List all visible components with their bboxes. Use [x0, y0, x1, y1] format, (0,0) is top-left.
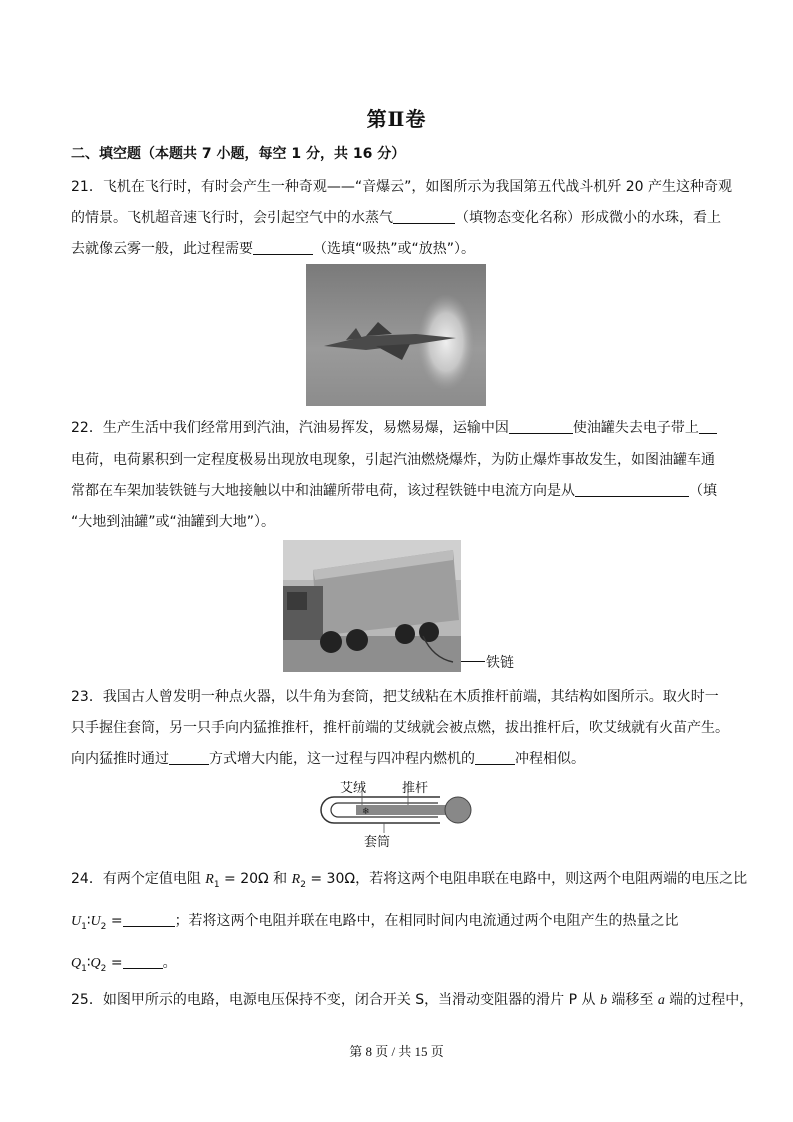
- jet-sonic-boom-image: [306, 264, 486, 406]
- q21-line-1: 21．飞机在飞行时，有时会产生一种奇观——“音爆云”，如图所示为我国第五代战斗机歼 20 产生这种奇观: [71, 179, 733, 195]
- answer-blank[interactable]: [123, 912, 175, 927]
- oil-tanker-truck-image: [283, 540, 461, 672]
- svg-text:❄: ❄: [362, 807, 370, 817]
- q21-line-2: 的情景。飞机超音速飞行时，会引起空气中的水蒸气 （填物态变化名称）形成微小的水珠，看上: [71, 210, 721, 226]
- answer-blank[interactable]: [393, 209, 455, 224]
- answer-blank[interactable]: [123, 954, 163, 969]
- q24-line-3: $Q_1∶Q_2$ = 。: [71, 955, 177, 974]
- answer-blank[interactable]: [475, 750, 515, 765]
- q22-line-2: 电荷，电荷累积到一定程度极易出现放电现象，引起汽油燃烧爆炸，为防止爆炸事故发生，如图油罐车通: [71, 452, 715, 468]
- q22-line-4: “大地到油罐”或“油罐到大地”）。: [71, 514, 276, 530]
- answer-blank[interactable]: [575, 482, 689, 497]
- answer-blank[interactable]: [169, 750, 209, 765]
- q23-line-3: 向内猛推时通过 方式增大内能，这一过程与四冲程内燃机的 冲程相似。: [71, 751, 585, 767]
- chain-label: 铁链: [486, 655, 514, 671]
- label-airong: 艾绒: [340, 781, 367, 796]
- q25-line-1: 25．如图甲所示的电路，电源电压保持不变，闭合开关 S，当滑动变阻器的滑片 P 从 b 端移至 a 端的过程中，: [71, 992, 754, 1008]
- label-tuigan: 推杆: [402, 781, 429, 796]
- q24-line-2: $U_1∶U_2$ = ；若将这两个电阻并联在电路中，在相同时间内电流通过两个电阻产生的热量之比: [71, 913, 679, 932]
- fire-piston-diagram: [318, 775, 478, 850]
- answer-blank[interactable]: [509, 419, 573, 434]
- q22-line-3: 常都在车架加装铁链与大地接触以中和油罐所带电荷，该过程铁链中电流方向是从 （填: [71, 483, 717, 499]
- section-heading: 二、填空题（本题共 7 小题，每空 1 分，共 16 分）: [71, 146, 406, 162]
- q23-line-2: 只手握住套筒，另一只手向内猛推推杆，推杆前端的艾绒就会被点燃，拔出推杆后，吹艾绒就有火苗产生。: [71, 720, 729, 736]
- q21-line-3: 去就像云雾一般，此过程需要 （选填“吸热”或“放热”）。: [71, 241, 476, 257]
- chain-pointer-line: [461, 661, 485, 662]
- answer-blank[interactable]: [253, 240, 313, 255]
- q24-line-1: 24．有两个定值电阻 $R_1 = 20\Omega$ 和 $R_2 = 30\Omega$，若将这两个电阻串联在电路中，则这两个电阻两端的电压之比: [71, 871, 748, 890]
- page-footer: 第 8 页 / 共 15 页: [349, 1044, 444, 1059]
- q23-line-1: 23．我国古人曾发明一种点火器，以牛角为套筒，把艾绒粘在木质推杆前端，其结构如图所示。取火时一: [71, 689, 719, 705]
- answer-blank[interactable]: [699, 419, 717, 434]
- page-title: 第Ⅱ卷: [366, 107, 427, 131]
- q22-line-1: 22．生产生活中我们经常用到汽油，汽油易挥发，易燃易爆，运输中因 使油罐失去电子带上: [71, 417, 717, 437]
- label-taotong: 套筒: [364, 835, 391, 850]
